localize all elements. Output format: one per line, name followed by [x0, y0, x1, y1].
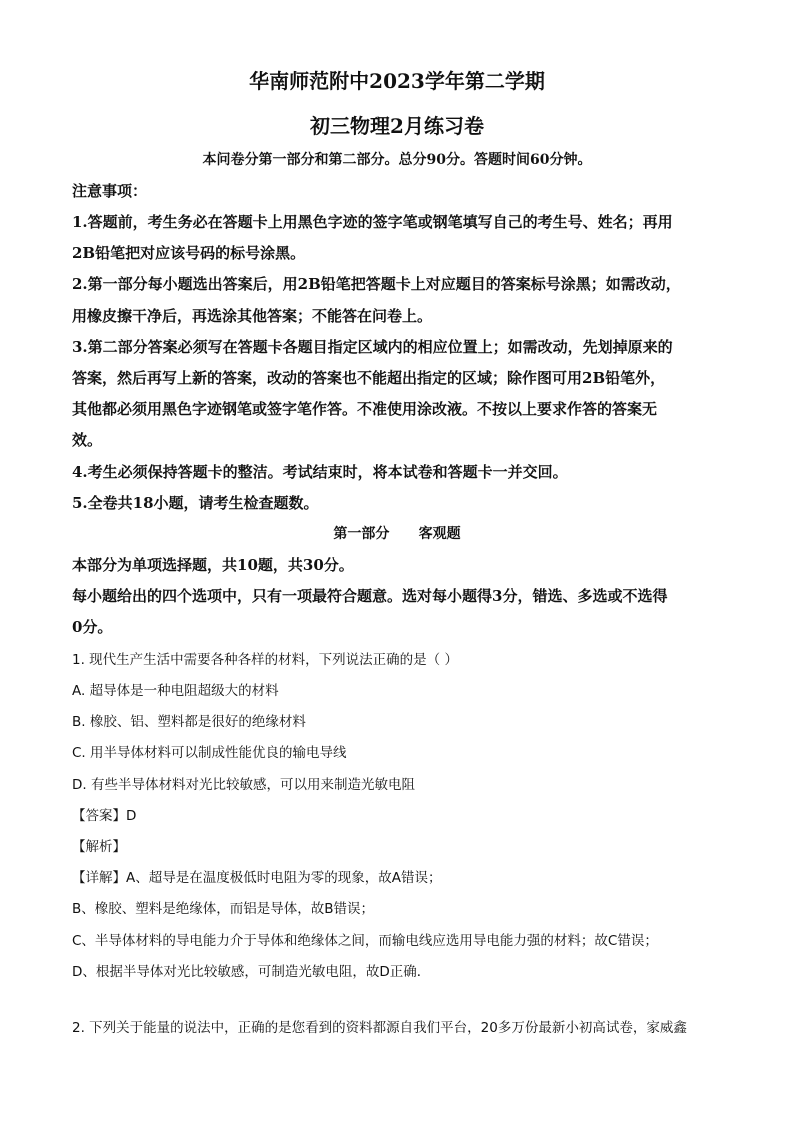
question1-detail-line: C、半导体材料的导电能力介于导体和绝缘体之间，而输电线应选用导电能力强的材料；故C错误；	[72, 933, 658, 949]
exam-title-line1: 华南师范附中2023学年第二学期	[249, 69, 545, 93]
question1-option-d: D. 有些半导体材料对光比较敏感，可以用来制造光敏电阻	[72, 777, 415, 793]
notice-line: 效。	[72, 431, 103, 449]
question1-analysis-label: 【解析】	[72, 839, 126, 855]
notice-line: 5.全卷共18小题，请考生检查题数。	[72, 494, 319, 512]
notice-line: 答案，然后再写上新的答案，改动的答案也不能超出指定的区域；除作图可用2B铅笔外，	[72, 369, 666, 387]
question1-detail-line: B、橡胶、塑料是绝缘体，而铝是导体，故B错误；	[72, 901, 375, 917]
notice-line: 2.第一部分每小题选出答案后，用2B铅笔把答题卡上对应题目的答案标号涂黑；如需改动，	[72, 275, 681, 293]
question1-stem: 1. 现代生产生活中需要各种各样的材料，下列说法正确的是（ ）	[72, 652, 458, 668]
notice-line: 4.考生必须保持答题卡的整洁。考试结束时，将本试卷和答题卡一并交回。	[72, 463, 568, 481]
question1-option-b: B. 橡胶、铝、塑料都是很好的绝缘材料	[72, 714, 306, 730]
notice-line: 其他都必须用黑色字迹钢笔或签字笔作答。不准使用涂改液。不按以上要求作答的答案无	[72, 400, 658, 418]
question1-answer: 【答案】D	[72, 808, 137, 824]
exam-title-line2: 初三物理2月练习卷	[310, 114, 484, 138]
notice-line: 1.答题前，考生务必在答题卡上用黑色字迹的签字笔或钢笔填写自己的考生号、姓名；再用	[72, 213, 673, 231]
question1-option-a: A. 超导体是一种电阻超级大的材料	[72, 683, 279, 699]
question1-option-c: C. 用半导体材料可以制成性能优良的输电导线	[72, 745, 347, 761]
notice-line: 3.第二部分答案必须写在答题卡各题目指定区域内的相应位置上；如需改动，先划掉原来的	[72, 338, 673, 356]
notice-heading: 注意事项：	[72, 182, 148, 200]
notice-line: 2B铅笔把对应该号码的标号涂黑。	[72, 244, 306, 262]
section1-intro: 每小题给出的四个选项中，只有一项最符合题意。选对每小题得3分，错选、多选或不选得	[72, 587, 668, 605]
question1-detail-line: 【详解】A、超导是在温度极低时电阻为零的现象，故A错误；	[72, 870, 442, 886]
notice-line: 用橡皮擦干净后，再选涂其他答案；不能答在问卷上。	[72, 307, 433, 325]
section1-intro: 本部分为单项选择题，共10题，共30分。	[72, 556, 354, 574]
exam-subtitle: 本问卷分第一部分和第二部分。总分90分。答题时间60分钟。	[202, 152, 592, 168]
section1-intro: 0分。	[72, 618, 113, 636]
section1-heading: 第一部分 客观题	[333, 526, 461, 542]
question2-stem: 2. 下列关于能量的说法中，正确的是您看到的资料都源自我们平台，20多万份最新小初高试卷，家威鑫	[72, 1020, 687, 1036]
question1-detail-line: D、根据半导体对光比较敏感，可制造光敏电阻，故D正确．	[72, 964, 431, 980]
